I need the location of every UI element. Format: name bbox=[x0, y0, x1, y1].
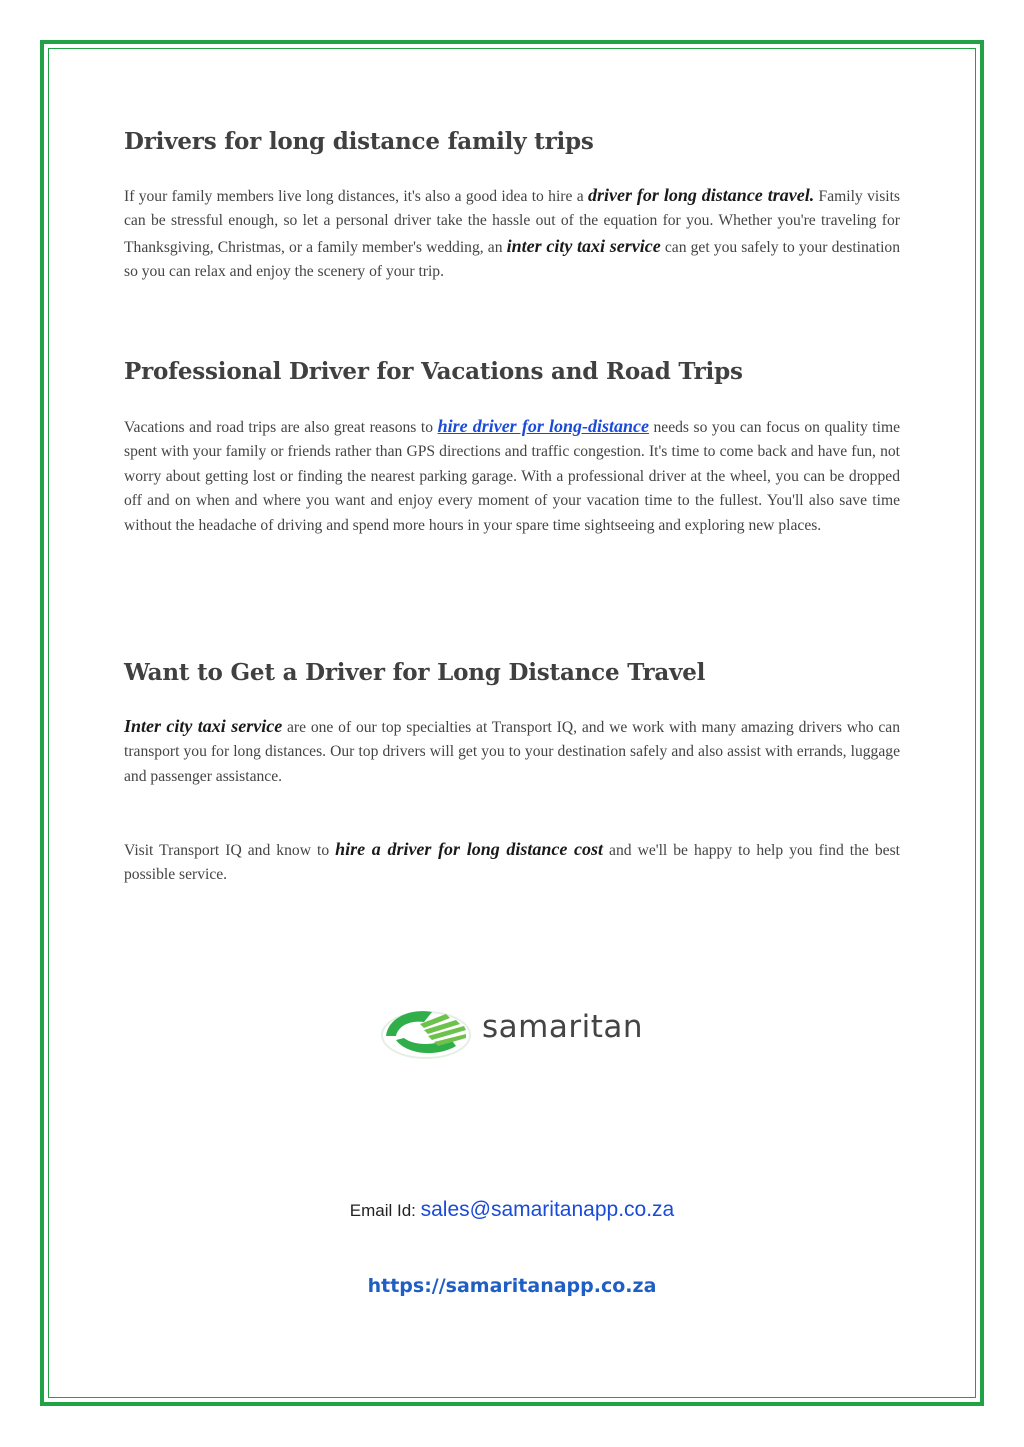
email-link[interactable]: sales@samaritanapp.co.za bbox=[420, 1198, 675, 1221]
emphasis-hire-cost: hire a driver for long distance cost bbox=[335, 839, 603, 859]
samaritan-hands-icon bbox=[380, 1000, 480, 1070]
paragraph-specialties: Inter city taxi service are one of our top specialties at Transport IQ, and we work with many amazing drivers who can transport you for long distances. Our top drivers will get you to your destination safely and also assist with errands, luggage and passenger assistance. bbox=[124, 716, 900, 785]
heading-get-driver: Want to Get a Driver for Long Distance Travel bbox=[124, 659, 706, 686]
heading-vacations: Professional Driver for Vacations and Road Trips bbox=[124, 358, 743, 385]
emphasis-inter-city-taxi: inter city taxi service bbox=[506, 235, 661, 256]
emphasis-driver-long-distance: driver for long distance travel. bbox=[588, 185, 815, 205]
website-link[interactable]: https://samaritanapp.co.za bbox=[367, 1275, 657, 1297]
emphasis-inter-city-taxi-2: Inter city taxi service bbox=[124, 716, 283, 736]
paragraph-family-trips: If your family members live long distances, it's also a good idea to hire a driver for long distance travel. Family visits can be stressful enough, so let a personal driver take the hassle out of the equation for you. Whether you're traveling for Thanksgiving, Christmas, or a family member's wedding, an inter city taxi service can get you safely to your destination so you can relax and enjoy the scenery of your trip. bbox=[124, 185, 900, 281]
paragraph-visit: Visit Transport IQ and know to hire a driver for long distance cost and we'll be happy to help you find the best possible service. bbox=[124, 839, 901, 884]
heading-family-trips: Drivers for long distance family trips bbox=[124, 128, 594, 155]
samaritan-logo bbox=[380, 1000, 650, 1070]
paragraph-vacations: Vacations and road trips are also great reasons to hire driver for long-distance needs so you can focus on quality time spent with your family or friends rather than GPS directions and traffic congestion. It's time to come back and have fun, not worry about getting lost or finding the nearest parking garage. With a professional driver at the wheel, you can be dropped off and on when and where you want and enjoy every moment of your vacation time to the fullest. You'll also save time without the headache of driving and spend more hours in your spare time sightseeing and exploring new places. bbox=[124, 416, 901, 534]
email-label: Email Id: bbox=[349, 1201, 421, 1220]
link-hire-driver[interactable]: hire driver for long-distance bbox=[437, 416, 649, 436]
email-line bbox=[0, 1198, 1024, 1222]
logo-wordmark: samaritan bbox=[482, 1009, 643, 1045]
